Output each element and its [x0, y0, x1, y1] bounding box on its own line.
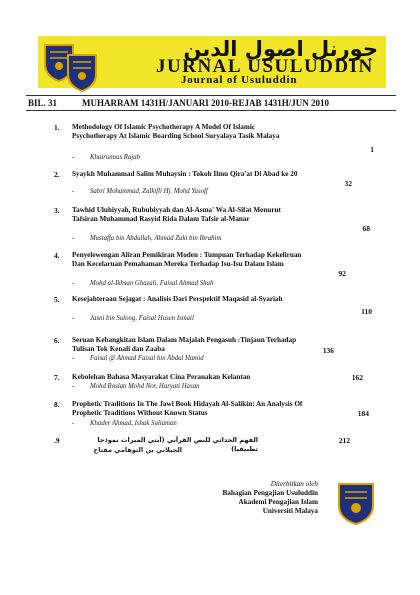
toc-entry-title[interactable]: Seruan Kebangkitan Islam Dalam Majalah Pengasuh :Tinjaun Terhadap Tulisan Tok Kenali dan Zaaba: [72, 336, 297, 353]
toc-entry-title[interactable]: Penyelewengan Aliran Pemikiran Moden : Tumpuan Terhadap Kekeliruan Dan Kecelaruan Pemahaman Mereka Terhadap Isu-Isu Dalam Islam: [72, 251, 302, 268]
toc-entry-number: 6.: [54, 336, 60, 345]
toc-entry-number: 4.: [54, 251, 60, 260]
journal-title: JURNAL USULUDDIN: [156, 56, 374, 77]
issue-number: BIL. 31: [28, 98, 58, 108]
publisher-block: [170, 480, 318, 516]
journal-arabic-title: جورنل اصول الدين: [183, 37, 378, 61]
publisher-academy: Akademi Pengajian Islam: [238, 498, 318, 506]
issue-date: MUHARRAM 1431H/JANUARI 2010-REJAB 1431H/JUN 2010: [82, 98, 329, 108]
header-divider-top: [26, 95, 396, 96]
toc-entry-page: 136: [322, 346, 334, 355]
toc-entry-page: 212: [338, 436, 350, 445]
publisher-university: Universiti Malaya: [262, 507, 318, 515]
toc-entry-number: 5.: [54, 295, 60, 304]
journal-banner: [38, 36, 386, 88]
toc-entry-title[interactable]: الفهم الحداثي للنص القرآني (آيتي الميراث نموذجا تطبيقيا): [97, 436, 258, 453]
toc-entry-authors: - Jasni bin Sulong, Faisal Husen Ismail: [72, 315, 194, 322]
toc-entry-authors: - Faisal @ Ahmad Faisal bin Abdul Hamid: [72, 355, 204, 362]
toc-entry-authors: - Sabri Mohammad, Zulkifli Hj. Mohd Yusoff: [72, 188, 208, 195]
toc-entry-page: 162: [351, 373, 363, 382]
toc-entry-title[interactable]: Kesejahteraan Sejagat : Analisis Dari Perspektif Maqasid al-Syariah: [72, 295, 283, 303]
toc-entry-authors: - Mohd Roslan Mohd Nor, Haryati Hasan: [72, 383, 200, 390]
toc-entry-authors: الجيلاني بن التوهامي مفتاح: [93, 446, 182, 454]
toc-entry-page: 110: [361, 307, 372, 316]
toc-entry-page: 32: [344, 179, 352, 188]
toc-entry-number: 8.: [54, 400, 60, 409]
toc-entry-authors: - Mohd al-Ikhsan Ghazali, Faisal Ahmad Shah: [72, 280, 214, 287]
toc-entry-page: 1: [370, 145, 374, 154]
toc-entry-page: 184: [357, 409, 369, 418]
published-by-label: Diterbitkan oleh: [270, 480, 318, 488]
toc-entry-title[interactable]: Methodology Of Islamic Psychotherapy A Model Of Islamic Psychotherapy At Islamic Boarding School Suryalaya Tasik Malaya: [72, 123, 280, 140]
university-crest-secondary-icon: [65, 52, 93, 85]
toc-entry-title[interactable]: Tawhid Uluhiyyah, Rububiyyah dan Al-Asma' Wa Al-Sifat Menurut Tafsiran Muhammad Rasyid Rida Dalam Tafsir al-Manar: [72, 206, 281, 223]
toc-entry-number: 1.: [54, 123, 60, 132]
toc-entry-title[interactable]: Prophetic Traditions In The Jawi Book Hidayah Al-Salikin: An Analysis Of Prophetic Traditions Without Known Status: [72, 400, 303, 417]
publisher-department: Bahagian Pengajian Usuluddin: [222, 489, 318, 497]
toc-entry-title[interactable]: Syaykh Muhammad Salim Muhaysin : Tokoh Ilmu Qira'at Di Abad ke 20: [72, 170, 298, 178]
toc-entry-page: 92: [338, 269, 346, 278]
toc-entry-number: .9: [54, 436, 60, 445]
toc-entry-number: 2.: [54, 170, 60, 179]
header-divider-bottom: [26, 110, 396, 111]
toc-entry-authors: - Khader Ahmad, Ishak Suliaman: [72, 420, 177, 427]
toc-entry-authors: - Mustaffa bin Abdullah, Ahmad Zaki bin Ibrahim: [72, 235, 222, 242]
toc-entry-authors: - Khairunnas Rajab: [72, 154, 141, 161]
toc-entry-title[interactable]: Kebolehan Bahasa Masyarakat Cina Peranakan Kelantan: [72, 373, 251, 381]
toc-entry-number: 7.: [54, 373, 60, 382]
journal-subtitle: Journal of Usuluddin: [181, 74, 298, 86]
university-seal-icon: [336, 481, 376, 525]
toc-entry-page: 68: [362, 224, 370, 233]
toc-entry-number: 3.: [54, 206, 60, 215]
